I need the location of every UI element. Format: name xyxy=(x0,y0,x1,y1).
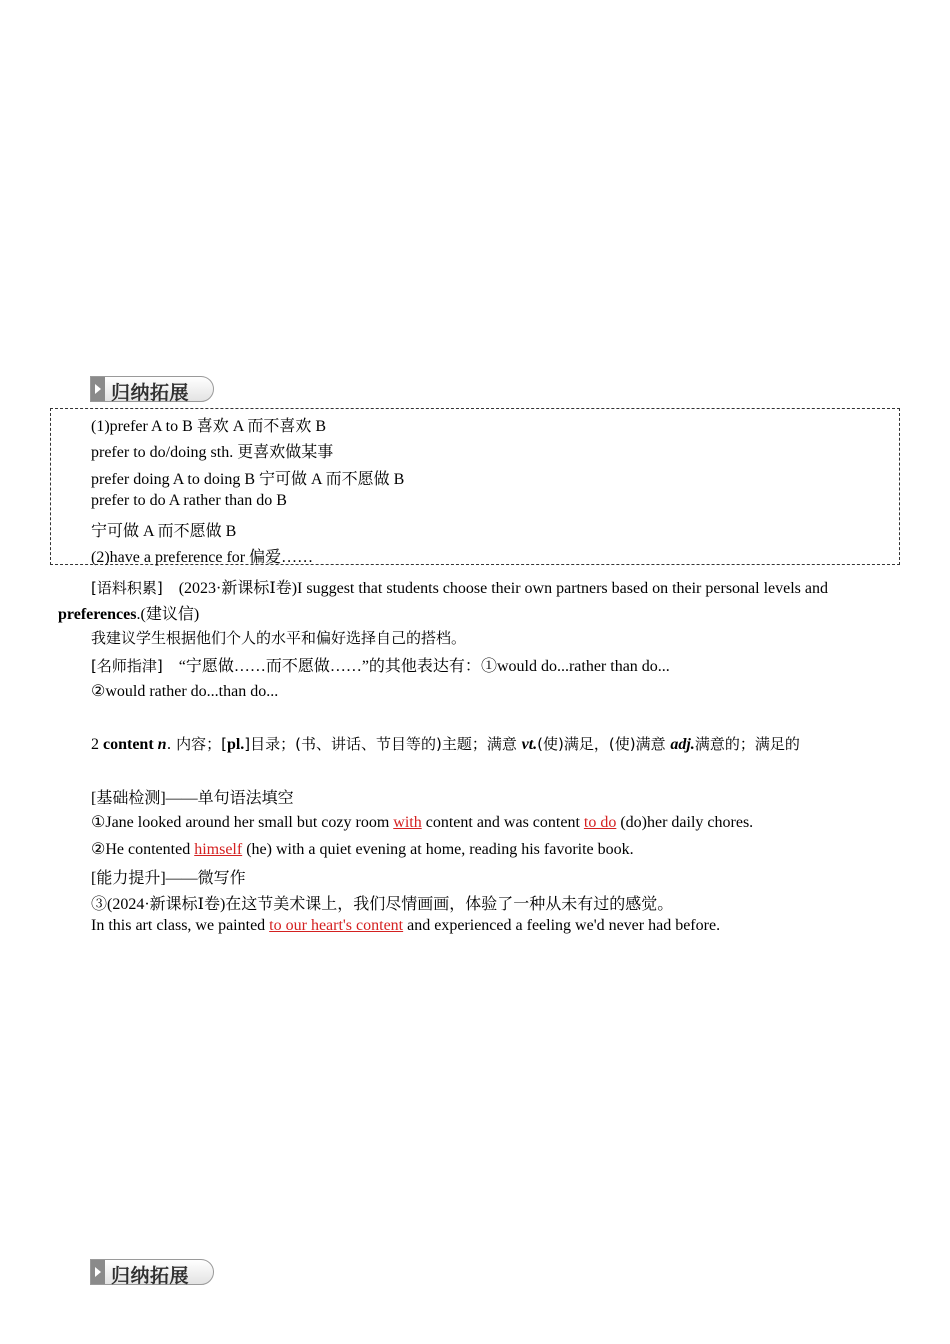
section-badge-label: 归纳拓展 xyxy=(111,1265,190,1287)
q1-part-b: content and was content xyxy=(421,814,584,831)
entry-pos-n: n xyxy=(157,736,167,753)
teacher-tip-text: “宁愿做……而不愿做……”的其他表达有： xyxy=(178,658,481,675)
entry-meaning-n: . 内容；[ xyxy=(166,735,227,753)
ability-q3 xyxy=(91,917,720,935)
ability-tag: [能力提升]——微写作 xyxy=(91,870,246,887)
play-triangle-icon xyxy=(91,1260,105,1284)
teacher-tip-item2: ②would rather do...than do... xyxy=(91,683,279,700)
corpus-translation: 我建议学生根据他们个人的水平和偏好选择自己的搭档。 xyxy=(91,629,467,647)
entry-pos-vt: vt. xyxy=(521,736,538,753)
entry-pos-adj: adj. xyxy=(670,736,695,753)
teacher-tip-tag: [名师指津] xyxy=(91,657,163,675)
q1-part-a: ①Jane looked around her small but cozy room xyxy=(91,814,394,831)
corpus-keyword: preferences xyxy=(58,606,137,623)
corpus-line-2 xyxy=(58,601,199,624)
q1-part-c: (do)her daily chores. xyxy=(616,814,754,831)
box-line-1: (1)prefer A to B 喜欢 A 而不喜欢 B xyxy=(91,418,327,435)
basic-check-tag: [基础检测]——单句语法填空 xyxy=(91,790,294,807)
q3-answer: to our heart's content xyxy=(269,917,404,934)
entry-word: content xyxy=(103,736,154,753)
corpus-line xyxy=(91,575,828,598)
entry-line xyxy=(91,733,800,754)
q2-part-a: ②He contented xyxy=(91,841,195,858)
teacher-tip-line xyxy=(91,653,670,676)
entry-meaning-vt: (使)满足，(使)满意 xyxy=(537,735,671,753)
box-line-6: (2)have a preference for 偏爱…… xyxy=(91,549,314,566)
q3-part-a: In this art class, we painted xyxy=(91,917,270,934)
basic-check-q2 xyxy=(91,839,634,859)
corpus-source: (2023·新课标Ⅰ卷) xyxy=(178,580,298,597)
section-badge-bottom xyxy=(90,1259,214,1285)
entry-meaning-adj: 满意的；满足的 xyxy=(694,735,800,753)
teacher-tip-item1: ①would do...rather than do... xyxy=(480,658,670,675)
entry-number: 2 xyxy=(91,736,99,753)
corpus-sentence-end: .(建议信) xyxy=(136,606,200,623)
q1-answer-1: with xyxy=(393,814,422,831)
box-line-5: 宁可做 A 而不愿做 B xyxy=(91,523,237,540)
play-triangle-icon xyxy=(91,377,105,401)
q3-part-b: and experienced a feeling we'd never had before. xyxy=(403,917,721,934)
corpus-tag: [语料积累] xyxy=(91,579,163,597)
q1-answer-2: to do xyxy=(583,814,617,831)
q2-part-b: (he) with a quiet evening at home, reading his favorite book. xyxy=(242,841,634,858)
ability-q3-chinese: ③(2024·新课标Ⅰ卷)在这节美术课上，我们尽情画画，体验了一种从未有过的感觉。 xyxy=(91,896,674,913)
section-badge-top xyxy=(90,376,214,402)
entry-pl: pl. xyxy=(226,736,245,753)
box-line-4: prefer to do A rather than do B xyxy=(91,492,287,509)
section-badge-label: 归纳拓展 xyxy=(111,382,190,404)
entry-meaning-pl: ]目录；(书、讲话、节目等的)主题；满意 xyxy=(244,735,522,753)
corpus-sentence: I suggest that students choose their own partners based on their personal levels and xyxy=(297,580,829,597)
q2-answer: himself xyxy=(194,841,243,858)
box-line-2: prefer to do/doing sth. 更喜欢做某事 xyxy=(91,444,334,461)
box-line-3: prefer doing A to doing B 宁可做 A 而不愿做 B xyxy=(91,471,405,488)
basic-check-q1 xyxy=(91,812,753,832)
